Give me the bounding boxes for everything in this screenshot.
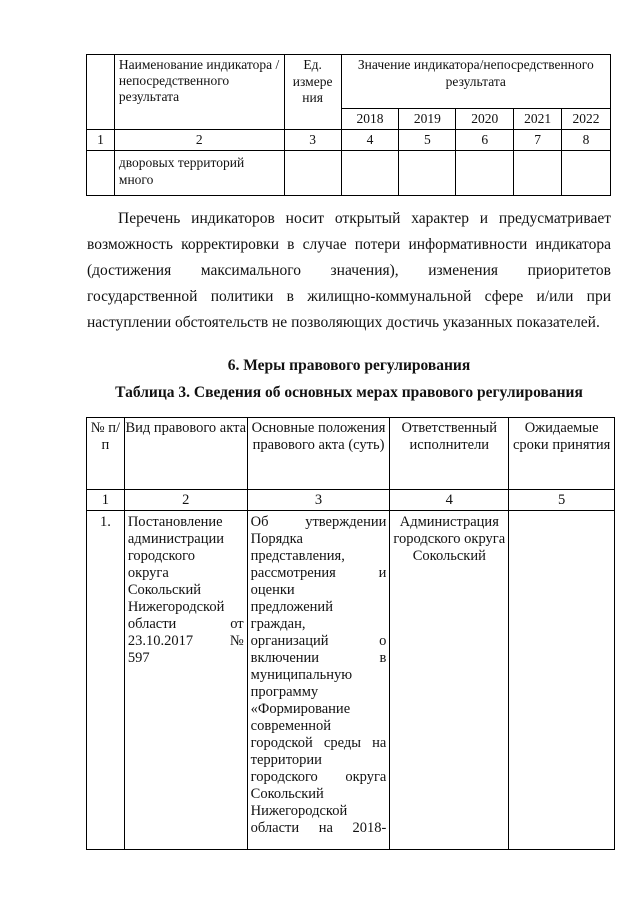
deadline-cell xyxy=(509,511,615,850)
column-number: 2 xyxy=(114,130,284,151)
year-header: 2022 xyxy=(562,109,611,130)
cell-line: современной xyxy=(250,718,332,734)
paragraph-line: Перечень индикаторов носит открытый характер и предусматривает xyxy=(118,210,611,227)
cell-line: программу xyxy=(250,684,319,700)
cell-line: городского xyxy=(127,548,195,564)
cell-line: Сокольский xyxy=(250,786,324,802)
year-header: 2020 xyxy=(456,109,514,130)
cell-line: округа xyxy=(127,565,169,581)
cell-line: оценки xyxy=(250,582,295,598)
paragraph-line: (достижения максимального значения), изменения приоритетов xyxy=(87,262,611,279)
cell-line: области на 2018- xyxy=(250,820,387,836)
column-number: 3 xyxy=(247,490,390,511)
column-number: 1 xyxy=(87,490,125,511)
table-row xyxy=(87,511,615,850)
paragraph-line: возможность корректировки в случае потери информативности индикатора xyxy=(87,236,611,253)
cell-line: 597 xyxy=(127,650,150,666)
cell-line: Нижегородской xyxy=(250,803,348,819)
indicator-value-cell xyxy=(399,151,456,196)
cell-line: Об утверждении xyxy=(250,514,387,530)
cell-line: включении в xyxy=(250,650,387,666)
indicator-table xyxy=(86,54,611,196)
column-number: 7 xyxy=(514,130,562,151)
act-type-header: Вид правового акта xyxy=(124,418,247,490)
measures-table xyxy=(86,417,615,850)
cell-line: Постановление xyxy=(127,514,223,530)
cell-line: Сокольский xyxy=(127,582,201,598)
cell-line: городского округа xyxy=(250,769,387,785)
paragraph-line: наступлении обстоятельств не позволяющих достичь указанных показателей. xyxy=(87,314,600,331)
row-number: 1. xyxy=(87,511,125,850)
indicator-unit-cell xyxy=(284,151,341,196)
column-number: 5 xyxy=(509,490,615,511)
column-number: 4 xyxy=(341,130,399,151)
indicator-value-header: Значение индикатора/непосредственного результата xyxy=(341,55,610,109)
indicator-name-header: Наименование индикатора / непосредственного результата xyxy=(114,55,284,130)
cell-line: граждан, xyxy=(250,616,306,632)
executor-cell: Администрация городского округа Сокольский xyxy=(390,511,509,850)
column-number: 4 xyxy=(390,490,509,511)
cell-line: Нижегородской xyxy=(127,599,225,615)
cell-line: 23.10.2017 № xyxy=(127,633,244,649)
column-number: 1 xyxy=(87,130,115,151)
indicator-value-cell xyxy=(341,151,399,196)
indicator-value-cell xyxy=(456,151,514,196)
indicators-paragraph xyxy=(87,206,611,336)
cell-line: представления, xyxy=(250,548,345,564)
table-row xyxy=(87,151,611,196)
essence-header: Основные положения правового акта (суть) xyxy=(247,418,390,490)
table-heading: Таблица 3. Сведения об основных мерах правового регулирования xyxy=(115,384,583,401)
cell-line: городской среды на xyxy=(250,735,387,751)
essence-cell xyxy=(247,511,390,850)
year-header: 2021 xyxy=(514,109,562,130)
column-number: 3 xyxy=(284,130,341,151)
column-number: 6 xyxy=(456,130,514,151)
year-header: 2018 xyxy=(341,109,399,130)
act-type-cell xyxy=(124,511,247,850)
section-heading: 6. Меры правового регулирования xyxy=(227,357,471,374)
indicator-corner-cell xyxy=(87,55,115,130)
cell-line: области от xyxy=(127,616,244,632)
cell-line: муниципальную xyxy=(250,667,353,683)
indicator-name-cell: дворовых территорий много xyxy=(114,151,284,196)
cell-line: организаций о xyxy=(250,633,387,649)
deadline-header: Ожидаемые сроки принятия xyxy=(509,418,615,490)
table-cell xyxy=(87,151,115,196)
paragraph-line: государственной политики в жилищно-коммунальной сфере и/или при xyxy=(87,288,611,305)
indicator-value-cell xyxy=(562,151,611,196)
indicator-value-cell xyxy=(514,151,562,196)
column-number: 8 xyxy=(562,130,611,151)
cell-line: предложений xyxy=(250,599,333,615)
executor-header: Ответственный исполнители xyxy=(390,418,509,490)
cell-line: «Формирование xyxy=(250,701,351,717)
cell-line: администрации xyxy=(127,531,225,547)
cell-line: территории xyxy=(250,752,322,768)
num-header: № п/п xyxy=(87,418,125,490)
column-number: 5 xyxy=(399,130,456,151)
column-number: 2 xyxy=(124,490,247,511)
indicator-unit-header: Ед. измере ния xyxy=(284,55,341,130)
year-header: 2019 xyxy=(399,109,456,130)
cell-line: Порядка xyxy=(250,531,303,547)
cell-line: рассмотрения и xyxy=(250,565,387,581)
